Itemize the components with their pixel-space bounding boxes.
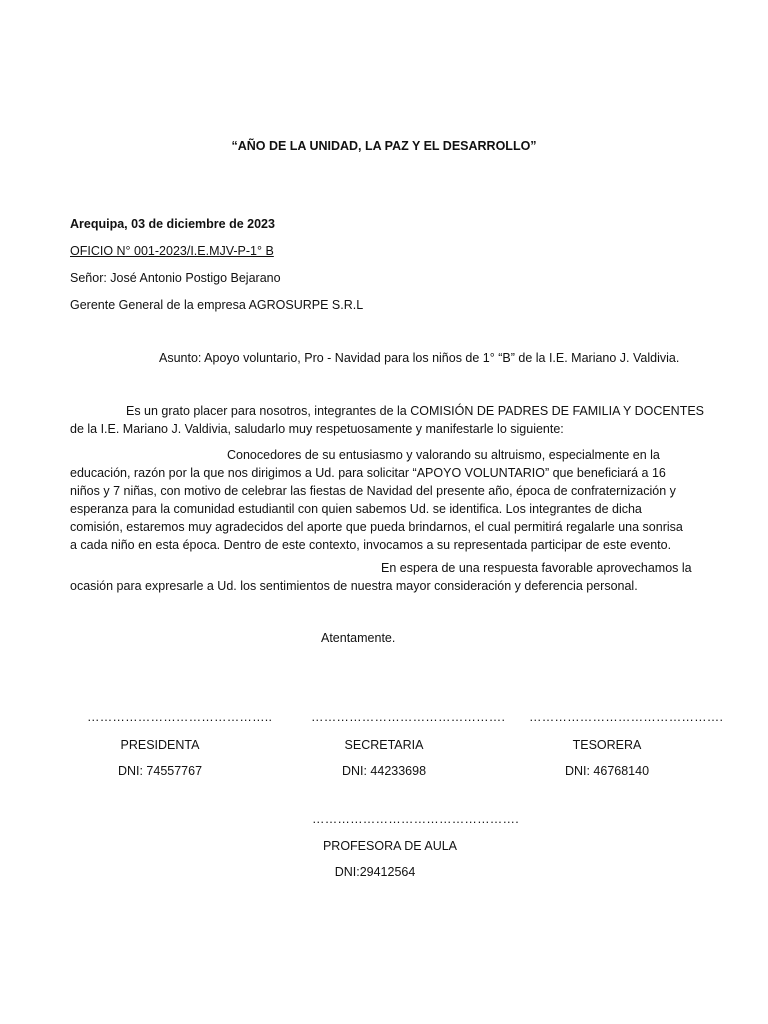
treasurer-signature-line: ………………………………………. <box>529 710 724 724</box>
treasurer-role: TESORERA <box>572 738 642 752</box>
teacher-signature-line: …………………………………………. <box>312 812 519 826</box>
teacher-dni: DNI:29412564 <box>334 865 416 879</box>
paragraph-2-line-5: comisión, estaremos muy agradecidos del aporte que pueda brindarnos, el cual permitirá regalarle una sonrisa <box>70 520 683 534</box>
president-signature-line: …………………………………….. <box>87 710 273 724</box>
recipient-title: Gerente General de la empresa AGROSURPE S.R.L <box>70 298 364 312</box>
year-motto-title: “AÑO DE LA UNIDAD, LA PAZ Y EL DESARROLLO” <box>231 139 537 153</box>
place-date: Arequipa, 03 de diciembre de 2023 <box>70 217 275 231</box>
office-number: OFICIO N° 001-2023/I.E.MJV-P-1° B <box>70 244 274 258</box>
secretary-signature-line: ………………………………………. <box>311 710 506 724</box>
secretary-dni: DNI: 44233698 <box>341 764 427 778</box>
paragraph-3-line-1: En espera de una respuesta favorable aprovechamos la <box>381 561 692 575</box>
paragraph-2-line-6: a cada niño en esta época. Dentro de este contexto, invocamos a su representada participar de este evento. <box>70 538 672 552</box>
paragraph-1-line-1: Es un grato placer para nosotros, integrantes de la COMISIÓN DE PADRES DE FAMILIA Y DOCENTES <box>126 404 705 418</box>
closing-text: Atentamente. <box>321 631 396 645</box>
recipient-name: Señor: José Antonio Postigo Bejarano <box>70 271 281 285</box>
teacher-role: PROFESORA DE AULA <box>322 839 458 853</box>
secretary-role: SECRETARIA <box>344 738 424 752</box>
paragraph-3-line-2: ocasión para expresarle a Ud. los sentimientos de nuestra mayor consideración y deferencia personal. <box>70 579 638 593</box>
treasurer-dni: DNI: 46768140 <box>564 764 650 778</box>
paragraph-2-line-2: educación, razón por la que nos dirigimos a Ud. para solicitar “APOYO VOLUNTARIO” que beneficiará a 16 <box>70 466 666 480</box>
president-dni: DNI: 74557767 <box>117 764 203 778</box>
paragraph-1-line-2: de la I.E. Mariano J. Valdivia, saludarlo muy respetuosamente y manifestarle lo siguiente: <box>70 422 564 436</box>
president-role: PRESIDENTA <box>120 738 200 752</box>
subject-line: Asunto: Apoyo voluntario, Pro - Navidad para los niños de 1° “B” de la I.E. Mariano J. Valdivia. <box>159 351 680 365</box>
paragraph-2-line-4: esperanza para la comunidad estudiantil con quien sabemos Ud. se identifica. Los integrantes de dicha <box>70 502 642 516</box>
paragraph-2-line-1: Conocedores de su entusiasmo y valorando su altruismo, especialmente en la <box>227 448 660 462</box>
paragraph-2-line-3: niños y 7 niñas, con motivo de celebrar las fiestas de Navidad del presente año, época de confraternización y <box>70 484 676 498</box>
